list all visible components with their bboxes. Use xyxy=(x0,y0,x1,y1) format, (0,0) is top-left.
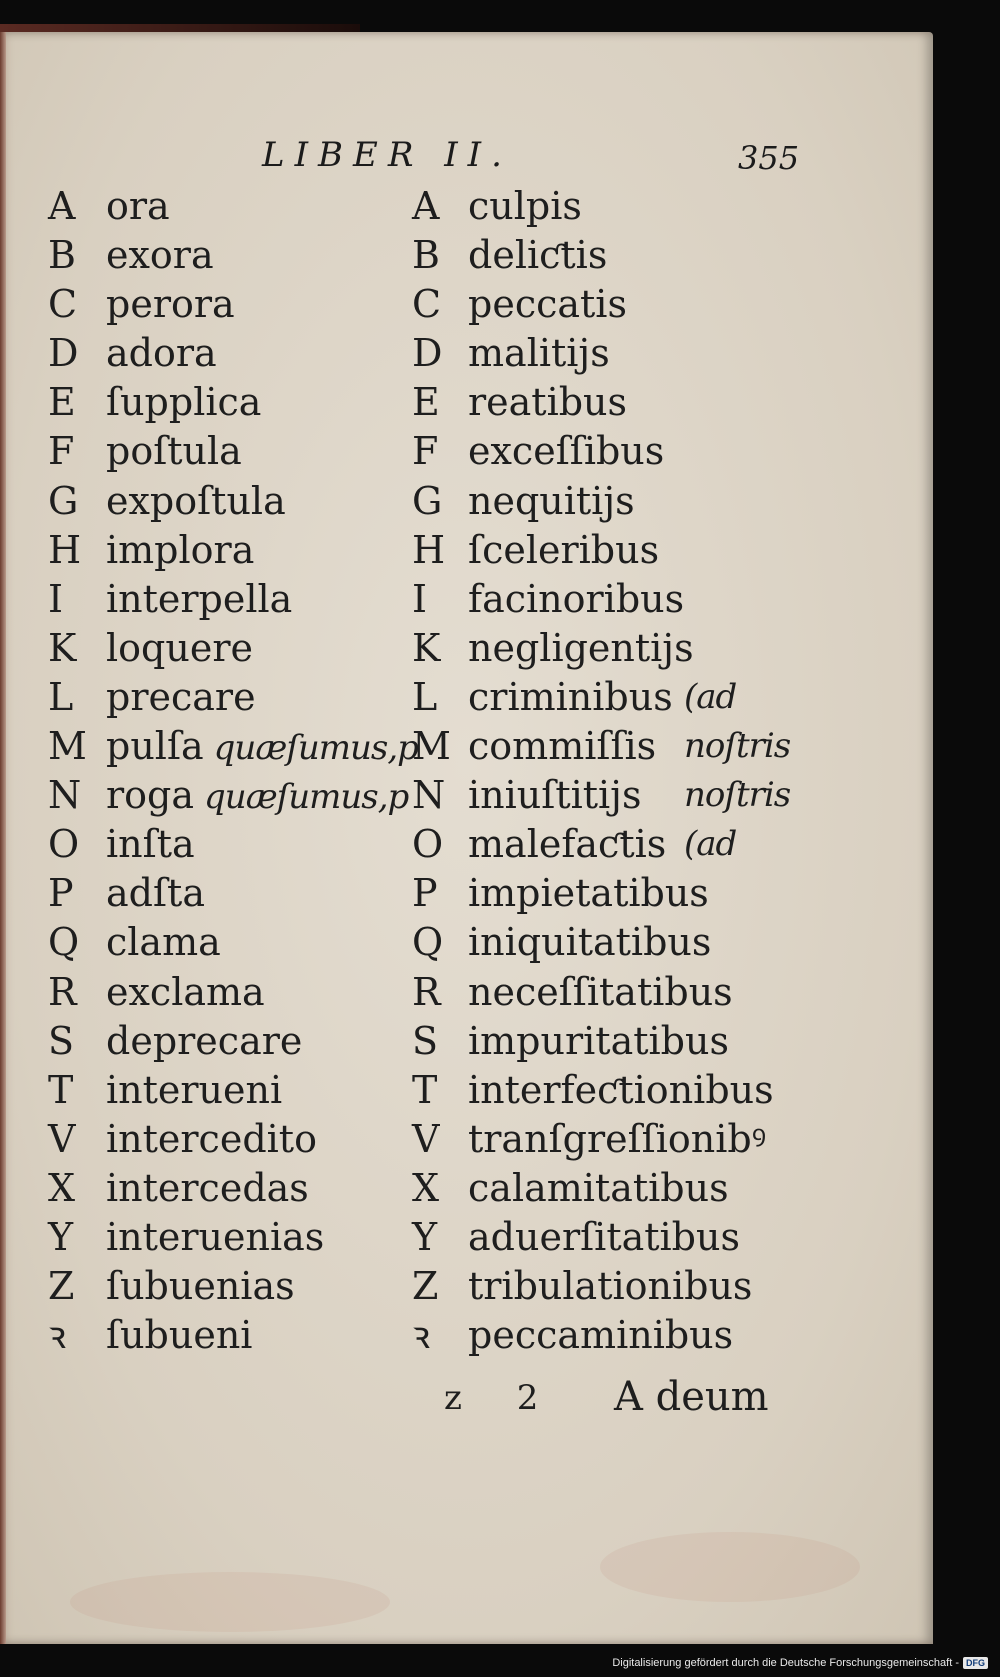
row-letter: ꝛ xyxy=(412,1313,431,1358)
running-head: LIBER II. xyxy=(262,135,512,175)
row-word: culpis xyxy=(468,184,582,228)
row-letter: Q xyxy=(412,920,444,965)
row-word: ſceleribus xyxy=(468,527,660,572)
row-letter: E xyxy=(48,380,76,425)
row-letter: O xyxy=(412,822,444,867)
left-column-row xyxy=(48,1116,418,1165)
row-note: (ad xyxy=(684,676,737,717)
row-letter: O xyxy=(48,822,80,867)
ink-bleed xyxy=(70,1572,390,1632)
row-word: ſubueni xyxy=(106,1313,253,1358)
left-column-row xyxy=(48,821,418,870)
row-word: calamitatibus xyxy=(468,1165,729,1210)
row-note: noſtris xyxy=(684,726,791,767)
row-letter: B xyxy=(412,233,440,278)
left-column-row xyxy=(48,232,418,281)
left-column-row xyxy=(48,1067,418,1116)
row-word: ſupplica xyxy=(106,380,262,425)
row-word: deprecare xyxy=(106,1018,303,1063)
row-letter: T xyxy=(48,1067,74,1112)
row-word: facinoribus xyxy=(468,576,685,621)
row-note: noſtris xyxy=(684,775,791,816)
row-letter: B xyxy=(48,233,76,278)
row-word: poſtula xyxy=(106,429,242,474)
row-word: intercedas xyxy=(106,1165,309,1210)
row-word: commiſſis xyxy=(468,724,657,769)
row-letter: X xyxy=(48,1165,76,1210)
row-word: inſta xyxy=(106,822,195,867)
left-column-row xyxy=(48,1263,418,1312)
left-column-row xyxy=(48,1312,418,1361)
row-word: exceſſibus xyxy=(468,429,665,474)
left-column-row xyxy=(48,772,418,821)
row-letter: R xyxy=(412,969,441,1014)
row-letter: L xyxy=(48,674,74,719)
left-column-row xyxy=(48,969,418,1018)
left-column xyxy=(48,183,418,1361)
row-word: adſta xyxy=(106,871,205,916)
right-column-row xyxy=(412,969,812,1018)
row-word: iniuſtitijs xyxy=(468,773,642,818)
right-column-row xyxy=(412,527,812,576)
right-column-row xyxy=(412,1165,812,1214)
row-letter: K xyxy=(412,625,441,670)
row-word: ora xyxy=(106,184,170,228)
catchword: A deum xyxy=(614,1374,769,1420)
row-word: exclama xyxy=(106,969,265,1014)
row-letter: Q xyxy=(48,920,80,965)
row-letter: A xyxy=(48,184,76,228)
right-column-row xyxy=(412,183,812,232)
row-word: interuenias xyxy=(106,1214,325,1259)
row-letter: D xyxy=(412,331,443,376)
right-column-row xyxy=(412,870,812,919)
signature-mark: z 2 xyxy=(444,1378,561,1418)
right-column-row xyxy=(412,281,812,330)
row-letter: A xyxy=(412,184,440,228)
row-word: pulſa xyxy=(106,724,204,769)
left-column-row xyxy=(48,1018,418,1067)
right-column xyxy=(412,183,812,1361)
row-word: impietatibus xyxy=(468,871,709,916)
row-word: roga xyxy=(106,773,195,818)
right-column-row xyxy=(412,1018,812,1067)
right-column-row xyxy=(412,232,812,281)
left-column-row xyxy=(48,625,418,674)
row-letter: T xyxy=(412,1067,438,1112)
row-word: clama xyxy=(106,920,221,965)
row-letter: M xyxy=(412,724,451,769)
row-note: quæſumus,p xyxy=(213,728,418,769)
left-column-row xyxy=(48,870,418,919)
row-word: expoſtula xyxy=(106,478,286,523)
left-column-row xyxy=(48,576,418,625)
left-column-row xyxy=(48,281,418,330)
row-letter: S xyxy=(48,1018,75,1063)
row-note: (ad xyxy=(684,824,737,865)
left-column-row xyxy=(48,1165,418,1214)
row-letter: N xyxy=(48,773,82,818)
page-number: 355 xyxy=(738,139,800,177)
row-word: peccatis xyxy=(468,282,627,327)
row-word: implora xyxy=(106,527,255,572)
right-column-row xyxy=(412,1116,812,1165)
row-letter: L xyxy=(412,674,438,719)
row-word: iniquitatibus xyxy=(468,920,712,965)
right-column-row xyxy=(412,821,812,870)
row-word: tranſgreſſionibꝰ xyxy=(468,1116,767,1161)
row-word: malitijs xyxy=(468,331,610,376)
row-letter: Y xyxy=(48,1214,74,1259)
row-letter: V xyxy=(48,1116,76,1161)
row-word: peccaminibus xyxy=(468,1313,734,1358)
row-word: malefaƈtis xyxy=(468,822,667,867)
row-word: aduerſitatibus xyxy=(468,1214,740,1259)
right-column-row xyxy=(412,723,812,772)
row-word: interpella xyxy=(106,576,293,621)
row-letter: G xyxy=(48,478,79,523)
left-column-row xyxy=(48,428,418,477)
left-column-row xyxy=(48,330,418,379)
right-column-row xyxy=(412,1312,812,1361)
right-column-row xyxy=(412,379,812,428)
left-column-row xyxy=(48,379,418,428)
right-column-row xyxy=(412,428,812,477)
row-word: precare xyxy=(106,674,256,719)
credit-text: Digitalisierung gefördert durch die Deutsche Forschungsgemeinschaft - xyxy=(612,1657,959,1669)
row-word: interfeƈtionibus xyxy=(468,1067,774,1112)
row-word: criminibus xyxy=(468,674,673,719)
right-column-row xyxy=(412,674,812,723)
left-column-row xyxy=(48,183,418,232)
left-column-row xyxy=(48,674,418,723)
row-word: impuritatibus xyxy=(468,1018,729,1063)
row-letter: M xyxy=(48,724,87,769)
right-column-row xyxy=(412,772,812,821)
dfg-logo: DFG xyxy=(963,1657,988,1669)
row-letter: C xyxy=(412,282,442,327)
left-column-row xyxy=(48,478,418,527)
row-word: negligentijs xyxy=(468,625,694,670)
left-column-row xyxy=(48,527,418,576)
row-letter: ꝛ xyxy=(48,1313,67,1358)
right-column-row xyxy=(412,1263,812,1312)
row-word: neceſſitatibus xyxy=(468,969,733,1014)
row-letter: I xyxy=(48,576,64,621)
left-column-row xyxy=(48,723,418,772)
row-letter: C xyxy=(48,282,78,327)
row-word: loquere xyxy=(106,625,253,670)
row-word: ſubuenias xyxy=(106,1264,295,1309)
right-column-row xyxy=(412,919,812,968)
row-letter: P xyxy=(412,871,438,916)
row-letter: Z xyxy=(48,1264,75,1309)
row-word: adora xyxy=(106,331,217,376)
right-column-row xyxy=(412,330,812,379)
row-letter: F xyxy=(48,429,75,474)
row-letter: Y xyxy=(412,1214,438,1259)
row-note: quæſumus,p xyxy=(204,777,409,818)
row-word: exora xyxy=(106,233,214,278)
row-letter: G xyxy=(412,478,443,523)
row-letter: P xyxy=(48,871,74,916)
row-letter: Z xyxy=(412,1264,439,1309)
row-letter: K xyxy=(48,625,77,670)
page-header xyxy=(0,135,933,175)
left-column-row xyxy=(48,919,418,968)
right-column-row xyxy=(412,576,812,625)
right-column-row xyxy=(412,478,812,527)
row-letter: N xyxy=(412,773,446,818)
row-letter: F xyxy=(412,429,439,474)
right-column-row xyxy=(412,1067,812,1116)
row-letter: X xyxy=(412,1165,440,1210)
row-letter: E xyxy=(412,380,440,425)
ink-bleed xyxy=(600,1532,860,1602)
row-word: interueni xyxy=(106,1067,283,1112)
digitization-credit xyxy=(612,1657,988,1669)
row-letter: D xyxy=(48,331,79,376)
row-letter: S xyxy=(412,1018,439,1063)
row-letter: H xyxy=(412,527,446,572)
row-letter: H xyxy=(48,527,82,572)
row-word: deliƈtis xyxy=(468,233,608,278)
row-word: reatibus xyxy=(468,380,628,425)
row-word: tribulationibus xyxy=(468,1264,753,1309)
row-word: intercedito xyxy=(106,1116,317,1161)
right-column-row xyxy=(412,1214,812,1263)
page-footer xyxy=(0,1374,933,1428)
row-letter: I xyxy=(412,576,428,621)
row-word: nequitijs xyxy=(468,478,635,523)
left-column-row xyxy=(48,1214,418,1263)
row-letter: R xyxy=(48,969,77,1014)
right-column-row xyxy=(412,625,812,674)
row-letter: V xyxy=(412,1116,440,1161)
row-word: perora xyxy=(106,282,235,327)
